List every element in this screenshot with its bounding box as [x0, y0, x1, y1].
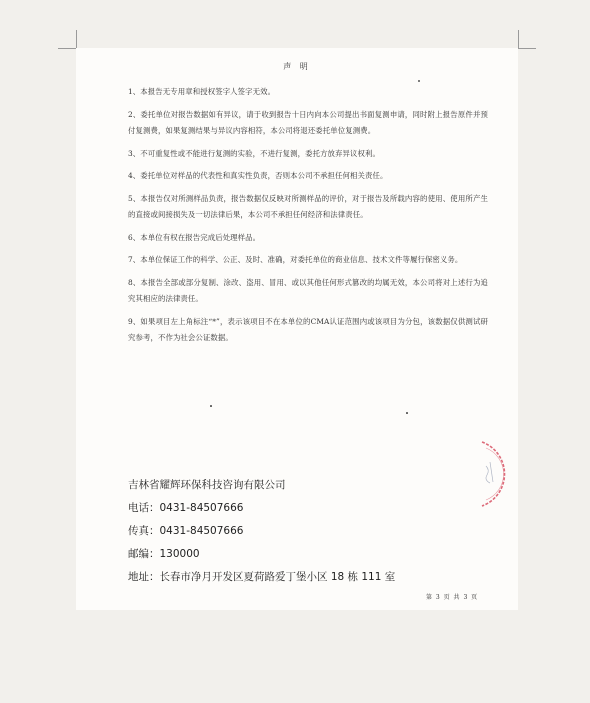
- company-phone: [128, 497, 508, 520]
- fax-label: 传真：: [128, 525, 160, 537]
- company-address: [128, 566, 508, 589]
- clause-9: 9、如果项目左上角标注“*”，表示该项目不在本单位的CMA认证范围内或该项目为分包，该数据仅供测试研究参考，不作为社会公证数据。: [128, 316, 488, 342]
- company-info: [128, 474, 508, 589]
- address-label: 地址：: [128, 571, 160, 583]
- company-postcode: [128, 543, 508, 566]
- clause-2: 2、委托单位对报告数据如有异议，请于收到报告十日内向本公司提出书面复测申请，同时附上报告原件并预付复测费，如果复测结果与异议内容相符，本公司将退还委托单位复测费。: [128, 109, 488, 135]
- clause-4: 4、委托单位对样品的代表性和真实性负责，否则本公司不承担任何相关责任。: [128, 171, 388, 180]
- speck-mark: [406, 412, 408, 414]
- crop-mark-top-left-h: [58, 48, 76, 49]
- page-number: 第 3 页 共 3 页: [426, 594, 479, 601]
- clause-5: 5、本报告仅对所测样品负责，报告数据仅反映对所测样品的评价，对于报告及所载内容的使用、使用所产生的直接或间接损失及一切法律后果，本公司不承担任何经济和法律责任。: [128, 193, 488, 219]
- company-name: 吉林省耀辉环保科技咨询有限公司: [128, 479, 286, 491]
- crop-mark-top-right-h: [518, 48, 536, 49]
- phone-value: 0431-84507666: [159, 502, 244, 514]
- clause-3: 3、不可重复性或不能进行复测的实验，不进行复测，委托方放弃异议权利。: [128, 148, 380, 158]
- address-value: 长春市净月开发区夏荷路爱丁堡小区 18 栋 111 室: [159, 571, 396, 583]
- statement-clauses: [128, 84, 488, 353]
- clause-1: 1、本报告无专用章和授权签字人签字无效。: [128, 87, 276, 96]
- fax-value: 0431-84507666: [159, 525, 244, 537]
- document-page: [76, 48, 518, 610]
- company-fax: [128, 520, 508, 543]
- postcode-label: 邮编：: [128, 548, 160, 560]
- crop-mark-top-right-v: [518, 30, 519, 48]
- clause-7: 7、本单位保证工作的科学、公正、及时、准确，对委托单位的商业信息、技术文件等履行保密义务。: [128, 255, 463, 264]
- speck-mark: [210, 405, 212, 407]
- clause-8: 8、本报告全部或部分复制、涂改、盗用、冒用、或以其他任何形式篡改的均属无效，本公司将对上述行为追究其相应的法律责任。: [128, 277, 488, 303]
- phone-label: 电话：: [128, 502, 160, 514]
- postcode-value: 130000: [159, 548, 200, 560]
- statement-title: 声 明: [283, 62, 311, 71]
- speck-mark: [418, 80, 420, 82]
- crop-mark-top-left-v: [76, 30, 77, 48]
- clause-6: 6、本单位有权在报告完成后处理样品。: [128, 232, 261, 242]
